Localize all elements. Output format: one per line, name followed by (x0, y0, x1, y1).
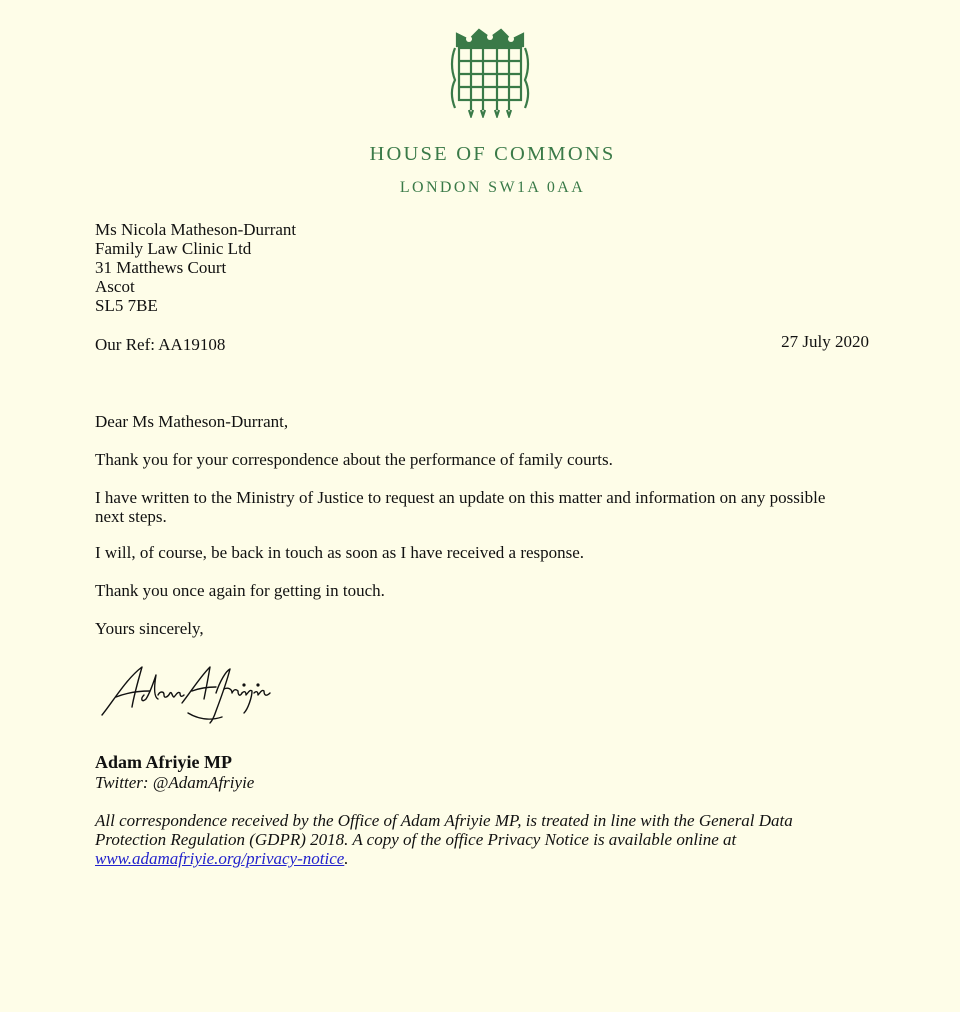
letterhead-subtitle: LONDON SW1A 0AA (399, 179, 586, 196)
recipient-postcode: SL5 7BE (95, 296, 158, 315)
recipient-street: 31 Matthews Court (95, 258, 227, 277)
recipient-company: Family Law Clinic Ltd (95, 239, 252, 258)
gdpr-notice (95, 811, 855, 868)
signatory-name: Adam Afriyie MP (95, 752, 232, 772)
reference-number: Our Ref: AA19108 (95, 335, 226, 354)
recipient-address (95, 220, 296, 315)
signatory-twitter: Twitter: @AdamAfriyie (95, 773, 255, 792)
privacy-notice-link[interactable]: www.adamafriyie.org/privacy-notice (95, 849, 345, 868)
recipient-town: Ascot (95, 277, 135, 296)
letterhead-title: HOUSE OF COMMONS (369, 143, 616, 165)
recipient-name: Ms Nicola Matheson-Durrant (95, 220, 297, 239)
paragraph-2: I have written to the Ministry of Justice to request an update on this matter and information on any possible next steps. (95, 488, 826, 526)
paragraph-1: Thank you for your correspondence about the performance of family courts. (95, 450, 613, 469)
paragraph-3: I will, of course, be back in touch as soon as I have received a response. (95, 543, 585, 562)
salutation: Dear Ms Matheson-Durrant, (95, 412, 289, 431)
paragraph-4: Thank you once again for getting in touch. (95, 581, 385, 600)
handwritten-signature (98, 655, 273, 730)
letter-date: 27 July 2020 (781, 332, 869, 351)
portcullis-icon (449, 26, 531, 118)
gdpr-notice-text: All correspondence received by the Office of Adam Afriyie MP, is treated in line with the General Data Protection Regulation (GDPR) 2018. A copy of the office Privacy Notice is available online at (95, 811, 793, 849)
closing: Yours sincerely, (95, 619, 204, 638)
gdpr-notice-trailing: . (344, 849, 349, 868)
